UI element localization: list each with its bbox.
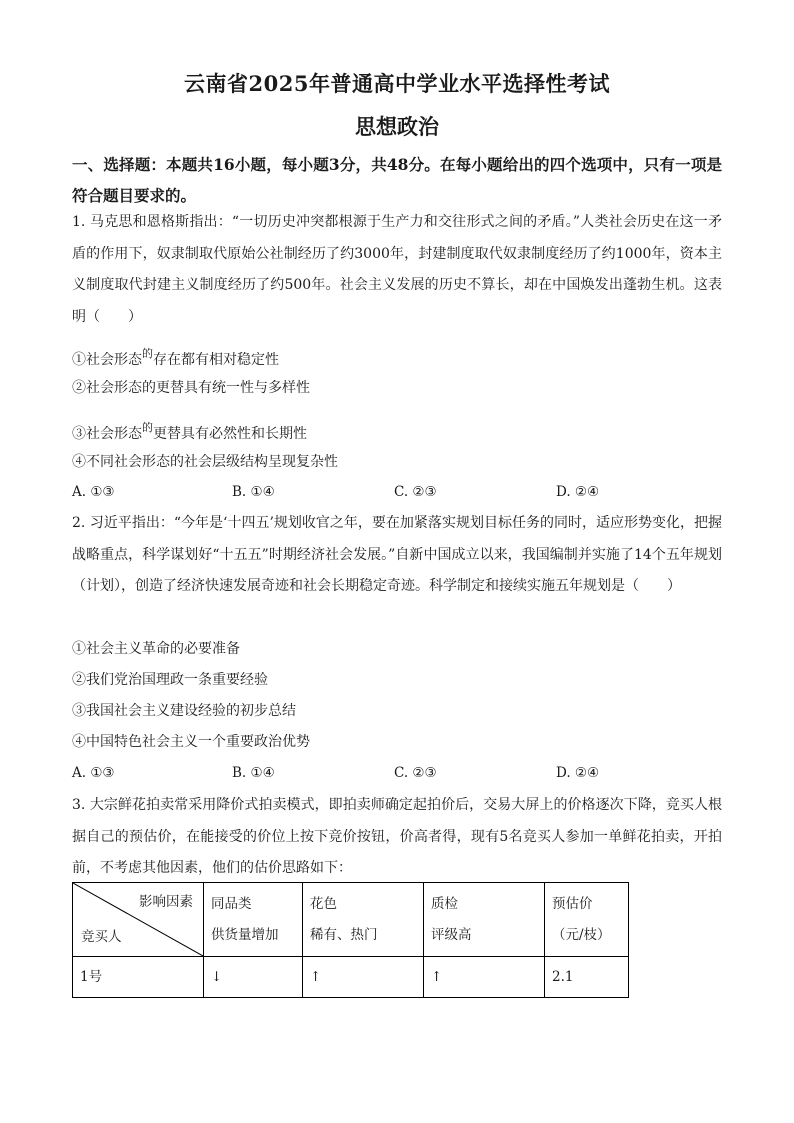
- question-1-stem: 1. 马克思和恩格斯指出：“一切历史冲突都根源于生产力和交往形式之间的矛盾。”人类社会历史在这一矛盾的作用下，奴隶制取代原始公社制经历了约3000年，封建制度取代奴隶制度经历了约1000年，资本主义制度取代封建主义制度经历了约500年。社会主义发展的历史不算长，却在中国焕发出蓬勃生机。这表明（ ）: [72, 214, 722, 325]
- question-1-option-1: ①社会形态$^的$存在都有相对稳定性: [72, 347, 279, 368]
- header-cell: 花色 稀有、热门: [303, 883, 424, 957]
- header-cell: 同品类 供货量增加: [204, 883, 303, 957]
- question-1-option-3: ③社会形态$^的$更替具有必然性和长期性: [72, 421, 307, 442]
- header-cell: 质检 评级高: [424, 883, 545, 957]
- choice-c: C. ②③: [394, 484, 437, 500]
- question-1-option-4: ④不同社会形态的社会层级结构呈现复杂性: [72, 454, 338, 470]
- table-cell: 1号: [73, 957, 204, 998]
- question-1-option-2: ②社会形态的更替具有统一性与多样性: [72, 380, 310, 396]
- choice-c: C. ②③: [394, 765, 437, 781]
- question-2-choices: [72, 763, 712, 783]
- question-2-option-3: ③我国社会主义建设经验的初步总结: [72, 703, 296, 719]
- question-2-stem: 2. 习近平指出：“今年是‘十四五’规划收官之年，要在加紧落实规划目标任务的同时，适应形势变化，把握战略重点，科学谋划好“十五五”时期经济社会发展。”自新中国成立以来，我国编制并实施了14个五年规划（计划），创造了经济快速发展奇迹和社会长期稳定奇迹。科学制定和接续实施五年规划是（ ）: [72, 515, 722, 594]
- choice-b: B. ①④: [232, 765, 275, 781]
- choice-d: D. ②④: [556, 765, 600, 781]
- table-cell: ↑: [303, 957, 424, 998]
- table-cell: 2.1: [545, 957, 629, 998]
- header-bidder: 竞买人: [81, 929, 122, 945]
- table-cell: ↓: [204, 957, 303, 998]
- diagonal-header-cell: [73, 883, 204, 957]
- exam-subject: 思想政治: [355, 114, 439, 139]
- section-heading: 一、选择题：本题共16小题，每小题3分，共48分。在每小题给出的四个选项中，只有一项是符合题目要求的。: [72, 155, 722, 205]
- question-2-option-1: ①社会主义革命的必要准备: [72, 641, 240, 657]
- choice-d: D. ②④: [556, 484, 600, 500]
- header-influence-factor: 影响因素: [139, 894, 193, 910]
- question-2-option-4: ④中国特色社会主义一个重要政治优势: [72, 734, 310, 750]
- choice-a: A. ①③: [72, 484, 115, 500]
- exam-title: 云南省2025年普通高中学业水平选择性考试: [184, 71, 610, 96]
- bidder-estimate-table: [72, 882, 629, 998]
- table-header-row: [73, 883, 629, 957]
- table-cell: ↑: [424, 957, 545, 998]
- header-cell: 预估价 （元/枝）: [545, 883, 629, 957]
- question-1-choices: [72, 482, 712, 502]
- question-2-option-2: ②我们党治国理政一条重要经验: [72, 672, 268, 688]
- choice-b: B. ①④: [232, 484, 275, 500]
- table-row: [73, 957, 629, 998]
- question-3-stem: 3. 大宗鲜花拍卖常采用降价式拍卖模式，即拍卖师确定起拍价后，交易大屏上的价格逐次下降，竞买人根据自己的预估价，在能接受的价位上按下竞价按钮，价高者得，现有5名竞买人参加一单鲜花拍卖，开拍前，不考虑其他因素，他们的估价思路如下：: [72, 797, 722, 876]
- choice-a: A. ①③: [72, 765, 115, 781]
